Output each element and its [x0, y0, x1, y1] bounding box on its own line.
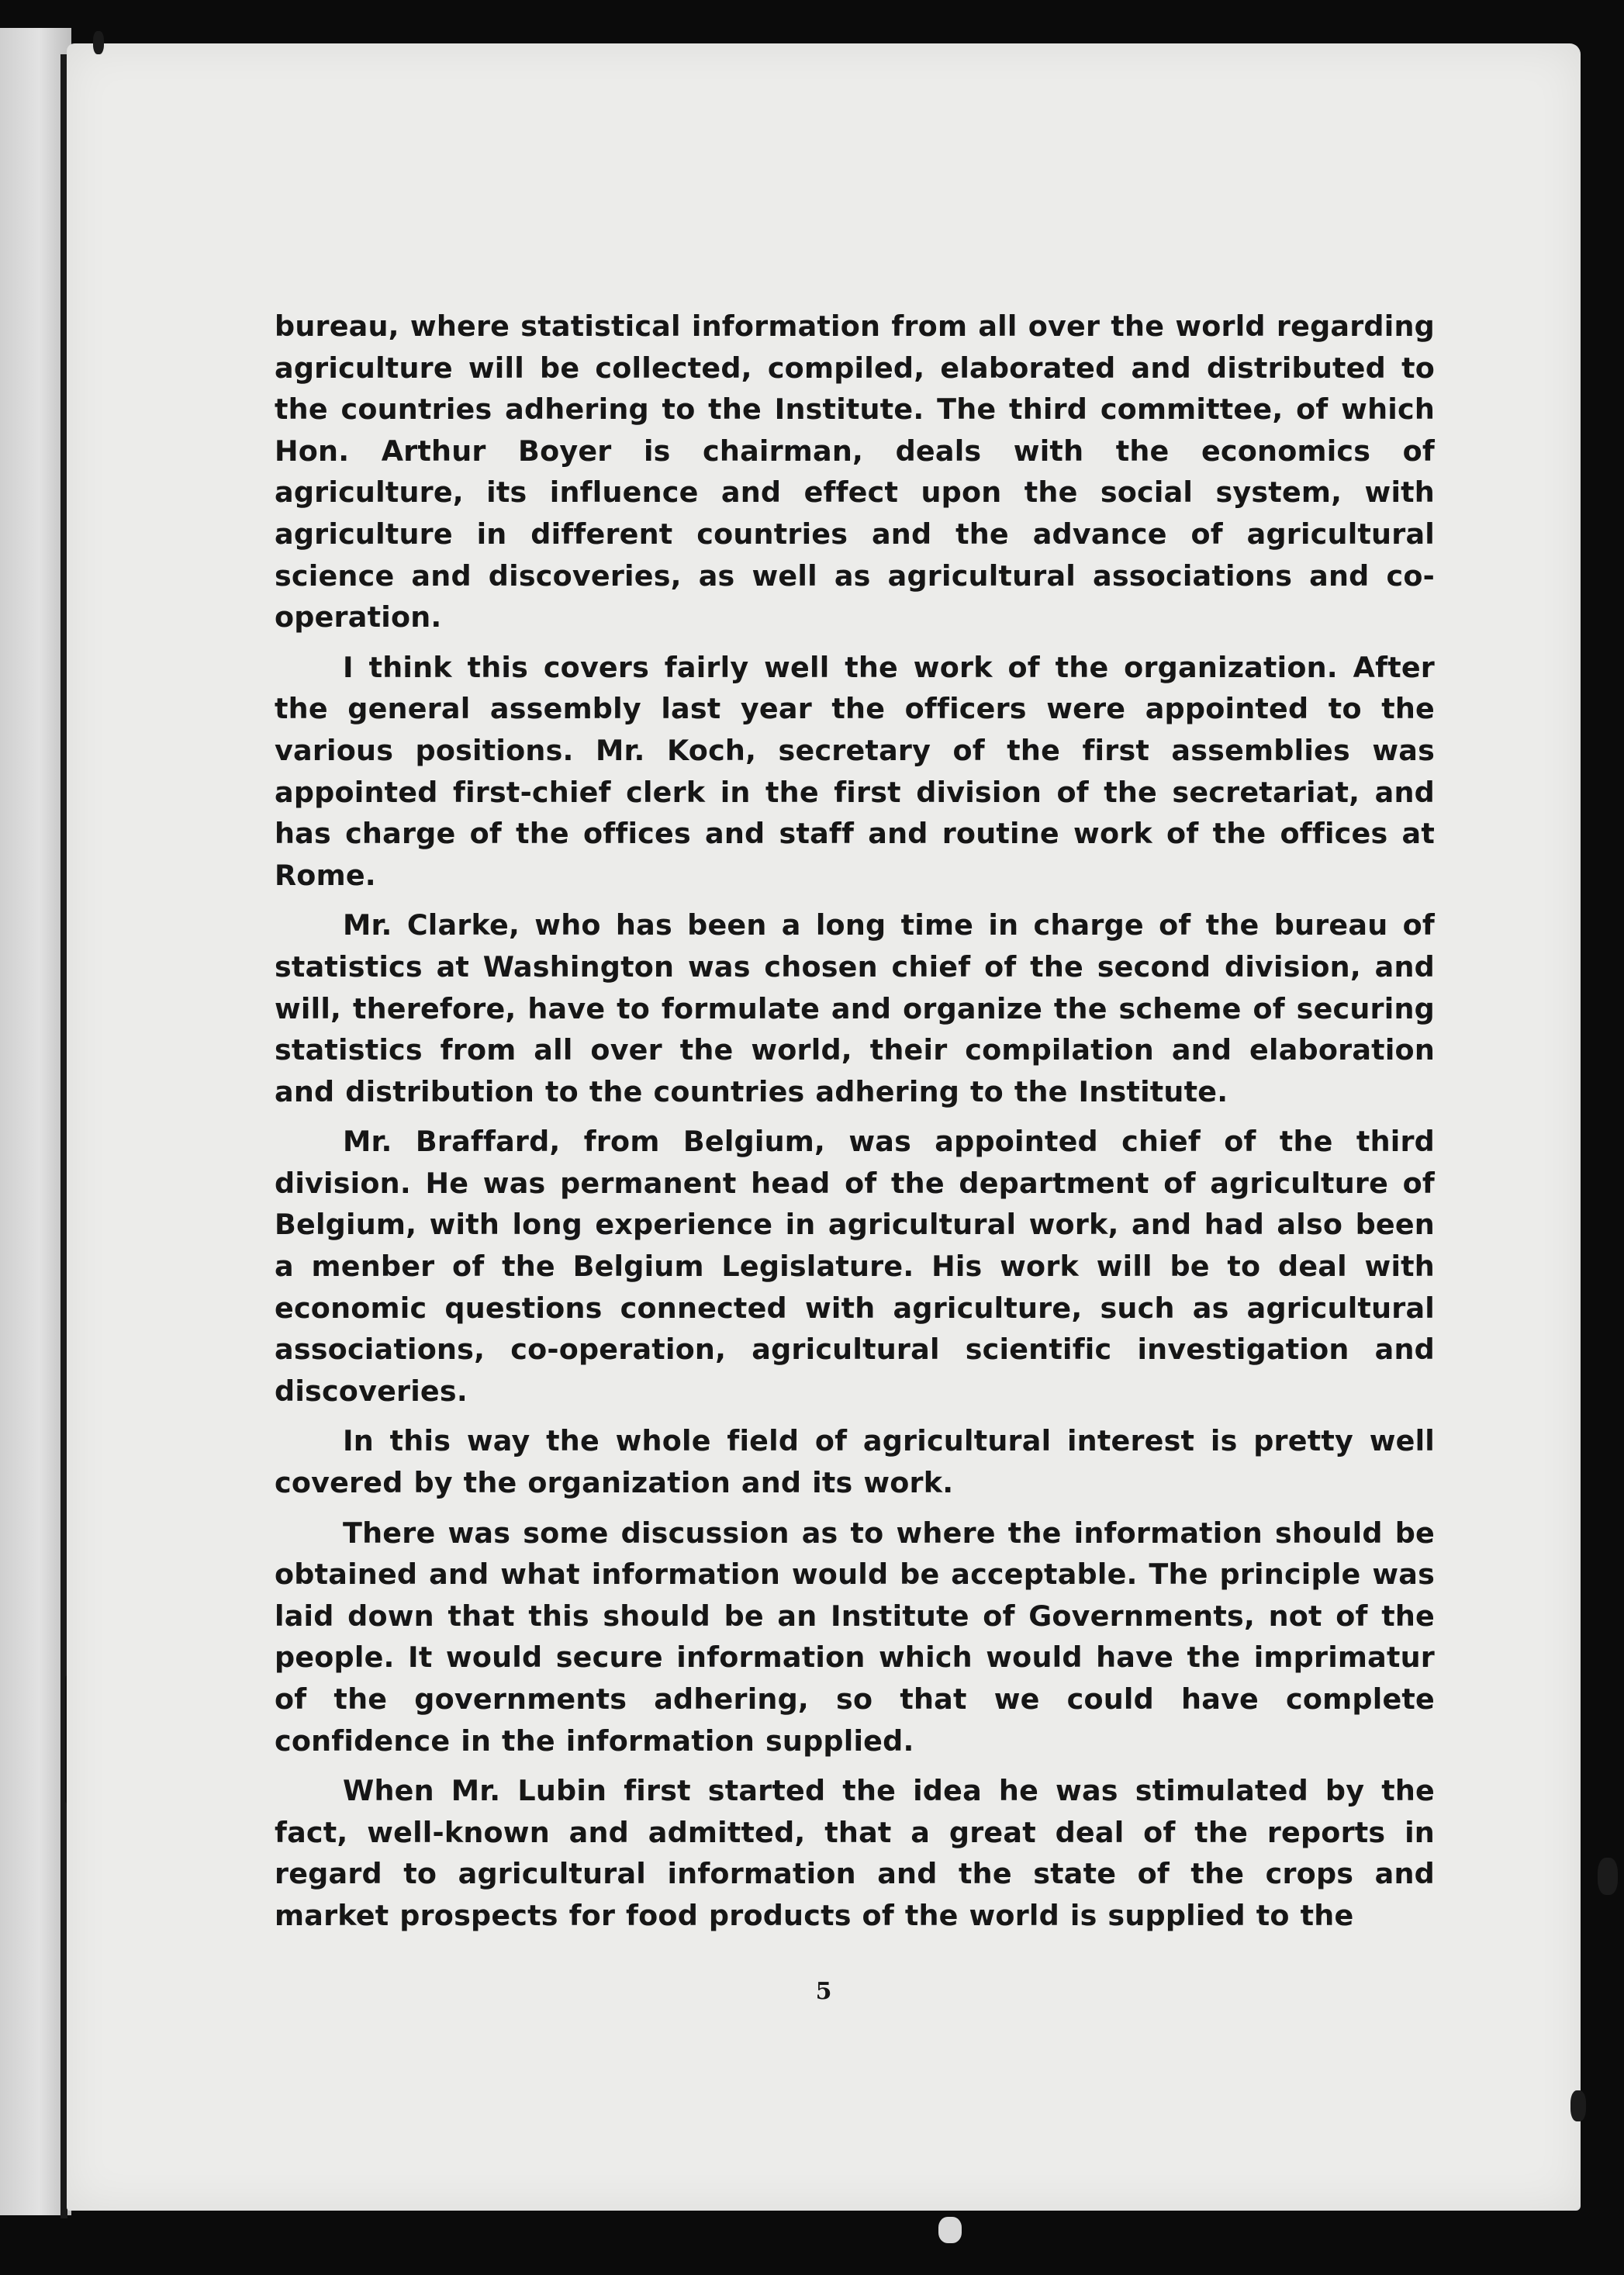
- paragraph: When Mr. Lubin first started the idea he was stimulated by the fact, well-known and admitted, that a great deal of the reports in regard to agricultural information and the state of the crops and market prospects for food products of the world is supplied to the: [275, 1774, 1435, 1932]
- paragraph: bureau, where statistical information from all over the world regarding agriculture will be collected, compiled, elaborated and distributed to the countries adhering to the Institute. The third committee, of which Hon. Arthur Boyer is chairman, deals with the economics of agriculture, its influence and effect upon the social system, with agriculture in different countries and the advance of agricultural science and discoveries, as well as agricultural associations and co-operation.: [275, 309, 1435, 634]
- scan-speck: [1570, 2090, 1586, 2121]
- scan-speck: [938, 2217, 962, 2243]
- scan-speck: [1598, 1858, 1618, 1895]
- page-number: 5: [815, 1978, 832, 2005]
- scan-speck: [93, 31, 104, 54]
- paragraph: Mr. Braffard, from Belgium, was appointed chief of the third division. He was permanent head of the department of agriculture of Belgium, with long experience in agricultural work, and had also been a menber of the Belgium Legislature. His work will be to deal with economic questions connected with agriculture, such as agricultural associations, co-operation, agricultural scientific investigation and discoveries.: [275, 1125, 1435, 1408]
- body-text: [275, 306, 1435, 1945]
- paragraph: I think this covers fairly well the work of the organization. After the general assembly last year the officers were appointed to the various positions. Mr. Koch, secretary of the first assemblies was appointed first-chief clerk in the first division of the secretariat, and has charge of the offices and staff and routine work of the offices at Rome.: [275, 650, 1435, 892]
- paragraph: There was some discussion as to where the information should be obtained and what information would be acceptable. The principle was laid down that this should be an Institute of Governments, not of the people. It would secure information which would have the imprimatur of the governments adhering, so that we could have complete confidence in the information supplied.: [275, 1516, 1435, 1758]
- paragraph: In this way the whole field of agricultural interest is pretty well covered by the organization and its work.: [275, 1424, 1435, 1500]
- document-page: [67, 43, 1581, 2211]
- paragraph: Mr. Clarke, who has been a long time in charge of the bureau of statistics at Washington was chosen chief of the second division, and will, therefore, have to formulate and organize the scheme of securing statistics from all over the world, their compilation and elaboration and distribution to the countries adhering to the Institute.: [275, 908, 1435, 1108]
